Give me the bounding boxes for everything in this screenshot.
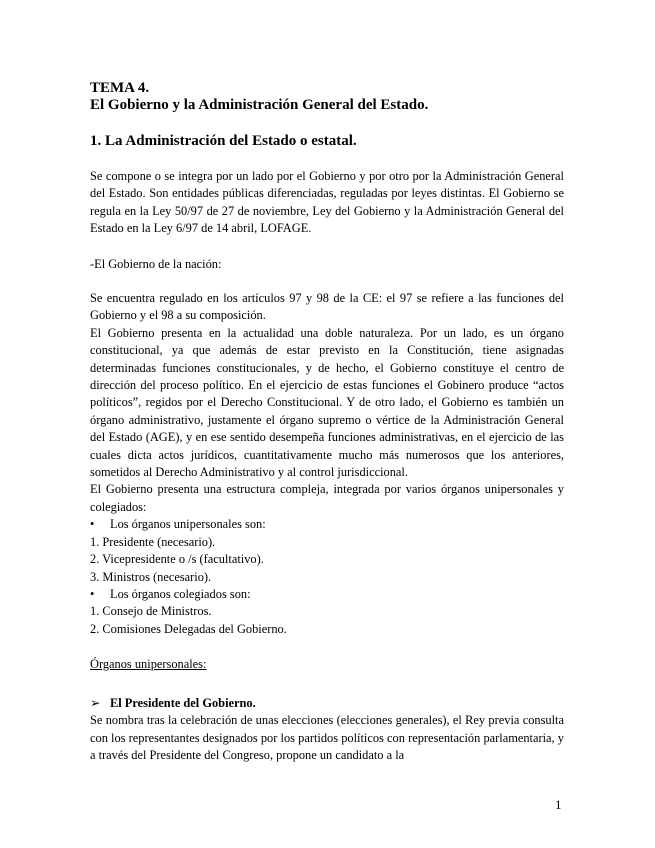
intro-text: Se compone o se integra por un lado por el Gobierno y por otro por la Administración General del Estado. Son entidades públicas diferenciadas, reguladas por leyes distintas. El Gobierno se regula en la Ley 50/97 de 27 de noviembre, Ley del Gobierno y la Administración General del Estado en la Ley 6/97 de 14 abril, LOFAGE. xyxy=(90,169,564,236)
nation-heading: -El Gobierno de la nación: xyxy=(90,257,222,271)
bullet-icon: • xyxy=(90,586,95,601)
list-item: 1. Consejo de Ministros. xyxy=(90,604,212,619)
presidente-heading: El Presidente del Gobierno. xyxy=(110,696,256,710)
presidente-paragraph: Se nombra tras la celebración de unas elecciones (elecciones generales), el Rey previa consulta con los representantes designados por los partidos políticos con representación parlamentaria, y a través del Presidente del Congreso, propone un candidato a la xyxy=(90,713,564,763)
presidente-heading-row xyxy=(90,695,564,712)
arrow-bullet-icon: ➢ xyxy=(90,696,101,710)
doc-title-line2: El Gobierno y la Administración General del Estado. xyxy=(90,97,429,113)
organos-heading: Órganos unipersonales: xyxy=(90,656,207,671)
doc-title-line1: TEMA 4. xyxy=(90,80,150,96)
bullet-icon: • xyxy=(90,517,95,532)
presidente-block xyxy=(90,695,564,765)
list-item: 3. Ministros (necesario). xyxy=(90,569,212,584)
unipersonales-bullet xyxy=(90,516,564,533)
list-item: 2. Comisiones Delegadas del Gobierno. xyxy=(90,621,287,636)
section-heading: 1. La Administración del Estado o estatal. xyxy=(90,133,357,149)
intro-paragraph xyxy=(90,168,564,238)
list-item: 1. Presidente (necesario). xyxy=(90,534,216,549)
list-item: 2. Vicepresidente o /s (facultativo). xyxy=(90,552,264,567)
colegiados-bullet-text: Los órganos colegiados son: xyxy=(110,586,251,601)
page-number: 1 xyxy=(555,797,562,812)
regulado-paragraph: Se encuentra regulado en los artículos 97 y 98 de la CE: el 97 se refiere a las funciones del Gobierno y el 98 a su composición. xyxy=(90,291,564,323)
colegiados-bullet xyxy=(90,586,564,603)
unipersonales-bullet-text: Los órganos unipersonales son: xyxy=(110,517,266,532)
nation-heading-block xyxy=(90,256,564,273)
naturaleza-paragraph: El Gobierno presenta en la actualidad una doble naturaleza. Por un lado, es un órgano constitucional, ya que además de estar previsto en la Constitución, tiene asignadas determinadas funciones constitucionales, y de hecho, el Gobierno constituye el centro de dirección del proceso político. En el ejercicio de estas funciones el Gobinero produce “actos políticos”, regidos por el Derecho Constitucional. Y de otro lado, el Gobierno es también un órgano administrativo, justamente el órgano supremo o vértice de la Administración General del Estado (AGE), y en ese sentido desempeña funciones administrativas, en el ejercicio de las cuales dicta actos jurídicos, cuantitativamente mucho más numerosos que los anteriores, sometidos al Derecho Administrativo y al control jurisdiccional. xyxy=(90,325,564,480)
gobierno-block xyxy=(90,290,564,673)
estructura-paragraph: El Gobierno presenta una estructura compleja, integrada por varios órganos unipersonales y colegiados: xyxy=(90,482,564,514)
